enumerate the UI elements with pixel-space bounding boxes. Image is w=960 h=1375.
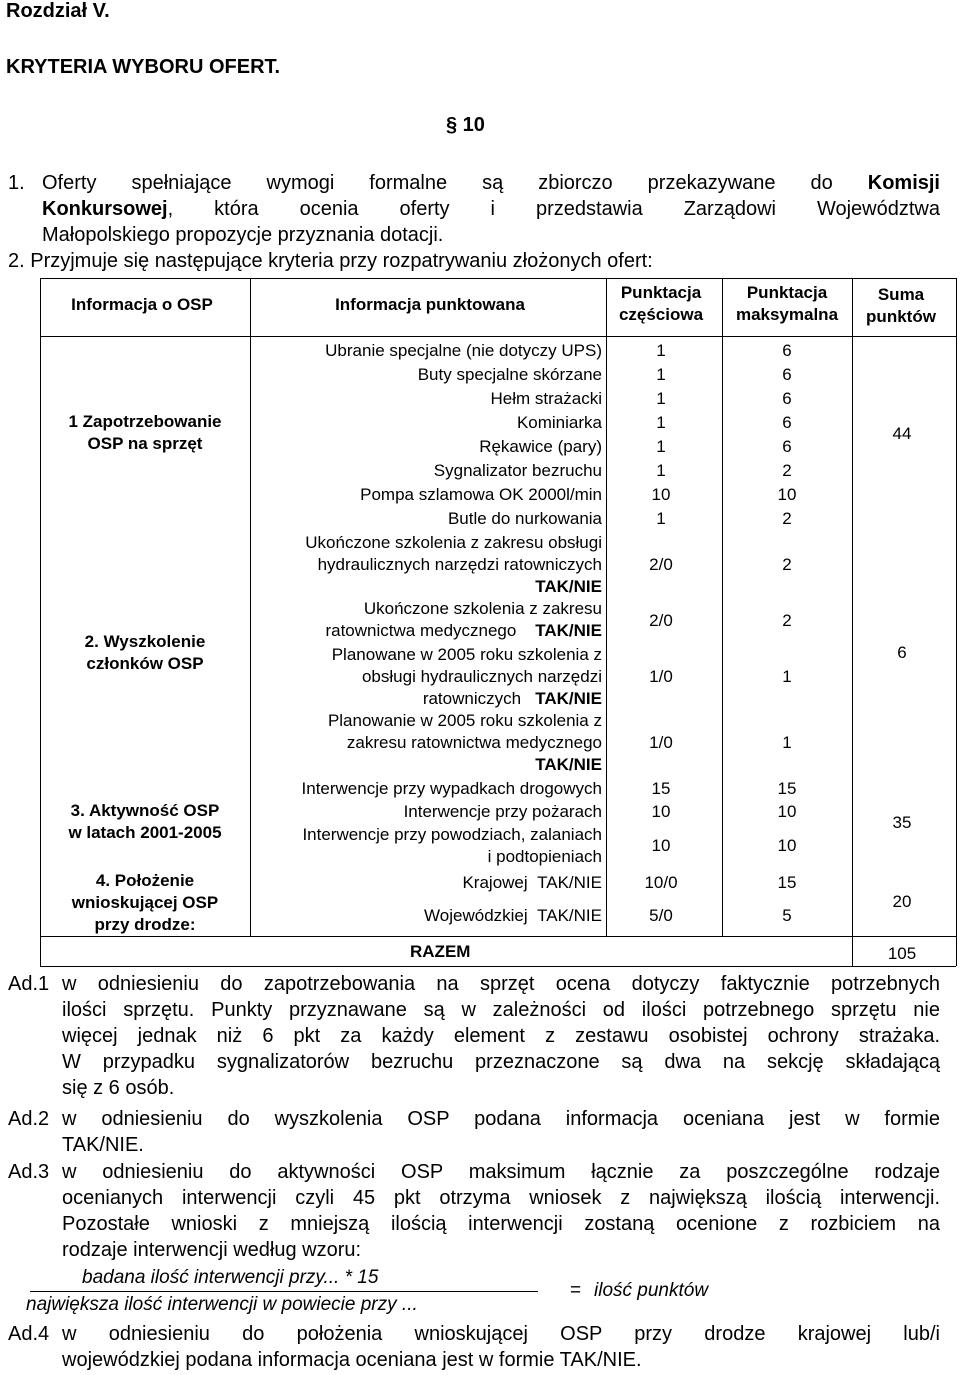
ad1-label: Ad.1	[8, 973, 50, 995]
intro-p1-line1-text: Oferty spełniające wymogi formalne są zbiorczo przekazywane do	[42, 172, 868, 194]
header-sum-2: punktów	[866, 307, 936, 326]
table-row-max: 2	[782, 509, 792, 528]
table-header-border	[40, 336, 956, 337]
location-2-label: Wojewódzkiej	[424, 906, 528, 925]
training-4-partial: 1/0	[649, 733, 673, 752]
header-partial-1: Punktacja	[620, 283, 702, 302]
activity-3-max: 10	[777, 836, 797, 855]
activity-1: Interwencje przy wypadkach drogowych	[301, 779, 602, 798]
ad1-line3	[62, 1025, 940, 1048]
ad3-label: Ad.3	[8, 1161, 50, 1183]
table-row-max: 6	[782, 389, 792, 408]
training-3-tak-nie: TAK/NIE	[535, 689, 602, 708]
training-2-line1: Ukończone szkolenia z zakresu	[363, 599, 602, 618]
table-right-border	[956, 278, 957, 966]
training-3-line2: obsługi hydraulicznych narzędzi	[361, 667, 602, 686]
table-row-item: Kominiarka	[516, 413, 602, 432]
table-row-max: 10	[777, 485, 797, 504]
activity-3-partial: 10	[651, 836, 671, 855]
group1-sum: 44	[892, 424, 912, 443]
table-razem-border	[40, 936, 956, 937]
training-2-tak-nie: TAK/NIE	[535, 621, 602, 640]
ad2-line1-text: w odniesieniu do wyszkolenia OSP podana informacja oceniana jest w formie	[62, 1108, 940, 1130]
ad4-line1-text: w odniesieniu do położenia wnioskującej OSP przy drodze krajowej lub/i	[62, 1323, 940, 1345]
table-row-partial: 1	[656, 389, 666, 408]
training-2-partial: 2/0	[649, 611, 673, 630]
table-top-border	[40, 278, 956, 279]
ad1-line3-text: więcej jednak niż 6 pkt za każdy element z zestawu osobistej ochrony strażaka.	[62, 1025, 940, 1047]
training-4-tak-nie: TAK/NIE	[535, 755, 602, 774]
intro-p1-komisji: Komisji	[867, 172, 940, 194]
activity-3-line2: i podtopieniach	[487, 847, 602, 866]
formula-equals: =	[570, 1280, 582, 1301]
table-row-partial: 1	[656, 341, 666, 360]
group4-label-3: przy drodze:	[94, 915, 196, 934]
total-value: 105	[887, 944, 917, 963]
ad2-line2: TAK/NIE.	[62, 1134, 144, 1156]
formula-result: ilość punktów	[594, 1280, 709, 1301]
location-2-max: 5	[782, 906, 792, 925]
intro-p2: 2. Przyjmuje się następujące kryteria przy rozpatrywaniu złożonych ofert:	[8, 250, 653, 272]
ad3-line4: rodzaje interwencji według wzoru:	[62, 1239, 362, 1261]
ad3-line3-text: Pozostałe wnioski z mniejszą ilością interwencji zostaną ocenione z rozbiciem na	[62, 1213, 940, 1235]
training-3-max: 1	[782, 667, 792, 686]
ad1-line1	[62, 973, 940, 996]
ad3-line3	[62, 1213, 940, 1236]
training-3-line3	[254, 689, 602, 709]
location-1	[254, 873, 602, 893]
location-1-tak-nie: TAK/NIE	[537, 873, 602, 892]
location-1-label: Krajowej	[462, 873, 528, 892]
table-row-partial: 1	[656, 509, 666, 528]
ad1-line5: się z 6 osób.	[62, 1077, 175, 1099]
activity-2: Interwencje przy pożarach	[403, 802, 602, 821]
col-divider-1	[250, 278, 251, 936]
ad1-line4-text: W przypadku sygnalizatorów bezruchu przeznaczone są dwa na sekcję składającą	[62, 1051, 940, 1073]
location-1-max: 15	[777, 873, 797, 892]
table-row-max: 6	[782, 413, 792, 432]
activity-1-partial: 15	[651, 779, 671, 798]
intro-p1-number: 1.	[8, 172, 25, 194]
table-left-border	[40, 278, 41, 966]
ad1-line2	[62, 999, 940, 1022]
table-bottom-border	[40, 966, 956, 967]
header-sum-1: Suma	[877, 285, 925, 304]
training-4-max: 1	[782, 733, 792, 752]
chapter-heading: Rozdział V.	[6, 0, 110, 22]
location-2-partial: 5/0	[649, 906, 673, 925]
group2-label-1: 2. Wyszkolenie	[84, 632, 206, 651]
table-row-max: 6	[782, 341, 792, 360]
group3-label-2: w latach 2001-2005	[68, 823, 222, 842]
ad3-line1-text: w odniesieniu do aktywności OSP maksimum łącznie za poszczególne rodzaje	[62, 1161, 940, 1183]
activity-1-max: 15	[777, 779, 797, 798]
ad4-line2: wojewódzkiej podana informacja oceniana jest w formie TAK/NIE.	[62, 1349, 642, 1371]
training-1-tak-nie: TAK/NIE	[535, 577, 602, 596]
activity-2-max: 10	[777, 802, 797, 821]
ad1-line1-text: w odniesieniu do zapotrzebowania na sprzęt ocena dotyczy faktycznie potrzebnych	[62, 973, 940, 995]
header-partial-2: częściowa	[618, 305, 704, 324]
table-row-partial: 1	[656, 365, 666, 384]
header-max-2: maksymalna	[735, 305, 839, 324]
header-info-osp: Informacja o OSP	[71, 295, 213, 314]
group2-sum: 6	[897, 643, 907, 662]
activity-3-line1: Interwencje przy powodziach, zalaniach	[302, 825, 602, 844]
table-row-partial: 1	[656, 437, 666, 456]
training-2-line2	[254, 621, 602, 641]
group3-sum: 35	[892, 813, 912, 832]
table-row-item: Hełm strażacki	[490, 389, 602, 408]
table-row-item: Rękawice (pary)	[479, 437, 602, 456]
group4-label-1: 4. Położenie	[95, 871, 195, 890]
ad1-line4	[62, 1051, 940, 1074]
location-1-partial: 10/0	[644, 873, 678, 892]
group4-sum: 20	[892, 892, 912, 911]
ad2-label: Ad.2	[8, 1108, 50, 1130]
table-row-partial: 10	[651, 485, 671, 504]
group1-label-2: OSP na sprzęt	[87, 434, 203, 453]
intro-p1-line3: Małopolskiego propozycje przyznania dotacji.	[42, 224, 444, 246]
ad4-line1	[62, 1323, 940, 1346]
table-row-max: 6	[782, 365, 792, 384]
formula-denominator: największa ilość interwencji w powiecie przy ...	[26, 1294, 418, 1315]
section-title: KRYTERIA WYBORU OFERT.	[6, 56, 281, 78]
intro-p1-line1	[42, 172, 940, 195]
training-4-line2: zakresu ratownictwa medycznego	[346, 733, 602, 752]
intro-p1-line2	[42, 198, 940, 221]
table-row-max: 6	[782, 437, 792, 456]
intro-p1-konkursowej: Konkursowej	[42, 198, 168, 220]
training-3-line1: Planowane w 2005 roku szkolenia z	[331, 645, 602, 664]
group2-label-2: członków OSP	[86, 654, 204, 673]
ad2-line1	[62, 1108, 940, 1131]
formula-fraction-bar	[30, 1291, 538, 1292]
training-1-line2: hydraulicznych narzędzi ratowniczych	[317, 555, 602, 574]
header-max-1: Punktacja	[746, 283, 828, 302]
group4-label-2: wnioskującej OSP	[71, 893, 219, 912]
ad3-line1	[62, 1161, 940, 1184]
training-3-text: ratowniczych	[422, 689, 522, 708]
table-row-item: Buty specjalne skórzane	[417, 365, 602, 384]
intro-p1-line2-text: , która ocenia oferty i przedstawia Zarządowi Województwa	[167, 198, 940, 220]
table-row-item: Sygnalizator bezruchu	[433, 461, 602, 480]
training-1-line1: Ukończone szkolenia z zakresu obsługi	[305, 533, 602, 552]
group3-label-1: 3. Aktywność OSP	[70, 801, 220, 820]
table-row-item: Butle do nurkowania	[447, 509, 602, 528]
training-2-text: ratownictwa medycznego	[325, 621, 517, 640]
location-2-tak-nie: TAK/NIE	[537, 906, 602, 925]
group1-label-1: 1 Zapotrzebowanie	[68, 412, 222, 431]
ad3-line2-text: ocenianych interwencji czyli 45 pkt otrzyma wniosek z największą ilością interwencji.	[62, 1187, 940, 1209]
activity-2-partial: 10	[651, 802, 671, 821]
header-info-scored: Informacja punktowana	[335, 295, 525, 314]
total-label: RAZEM	[410, 942, 471, 961]
training-4-line1: Planowanie w 2005 roku szkolenia z	[327, 711, 602, 730]
training-2-max: 2	[782, 611, 792, 630]
ad4-label: Ad.4	[8, 1323, 50, 1345]
table-row-item: Pompa szlamowa OK 2000l/min	[360, 485, 602, 504]
table-row-item: Ubranie specjalne (nie dotyczy UPS)	[325, 341, 602, 360]
ad1-line2-text: ilości sprzętu. Punkty przyznawane są w zależności od ilości potrzebnego sprzętu nie	[62, 999, 940, 1021]
location-2	[254, 906, 602, 926]
table-row-partial: 1	[656, 413, 666, 432]
table-row-partial: 1	[656, 461, 666, 480]
training-1-partial: 2/0	[649, 555, 673, 574]
paragraph-mark: § 10	[446, 114, 485, 136]
formula-numerator: badana ilość interwencji przy... * 15	[82, 1267, 379, 1288]
training-1-max: 2	[782, 555, 792, 574]
table-row-max: 2	[782, 461, 792, 480]
ad3-line2	[62, 1187, 940, 1210]
col-divider-4	[852, 278, 853, 966]
training-3-partial: 1/0	[649, 667, 673, 686]
